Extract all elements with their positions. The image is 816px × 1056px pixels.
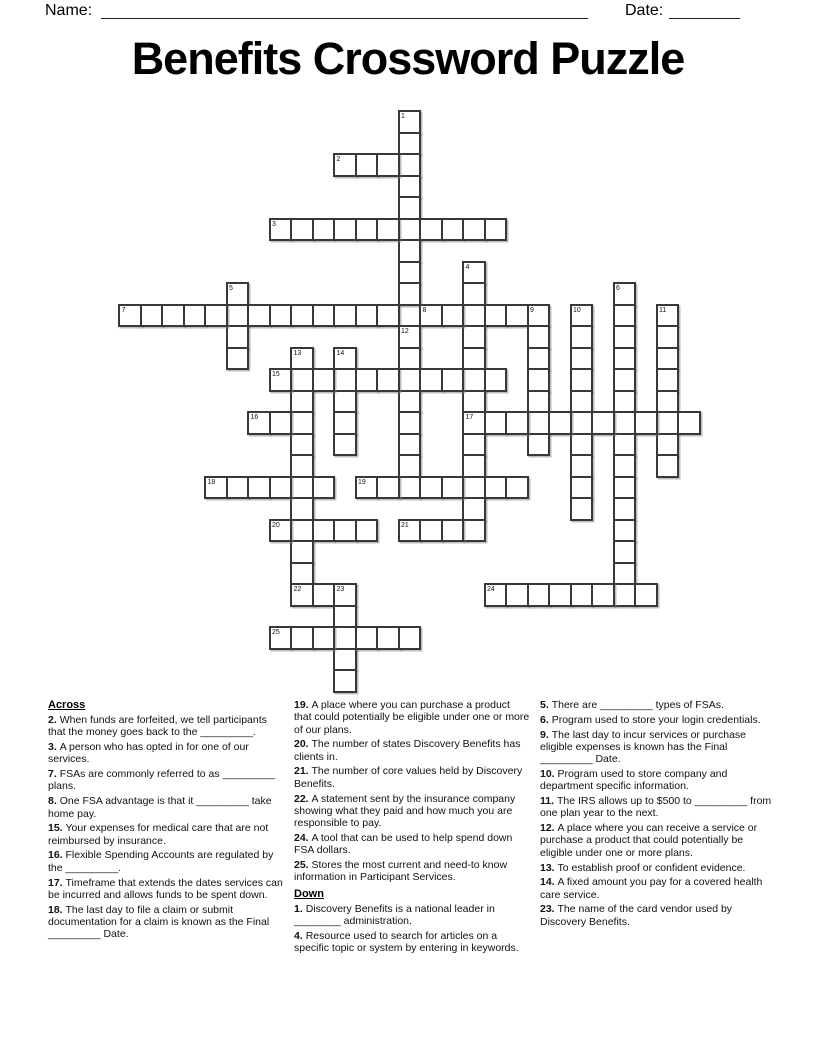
clue-number: 14. xyxy=(540,876,558,889)
crossword-cell[interactable] xyxy=(570,411,594,435)
crossword-cell[interactable] xyxy=(355,626,379,650)
crossword-cell[interactable] xyxy=(462,390,486,414)
crossword-cell[interactable] xyxy=(333,347,357,371)
clue-number: 24. xyxy=(294,831,312,844)
crossword-cell[interactable] xyxy=(613,476,637,500)
crossword-cell[interactable] xyxy=(312,476,336,500)
crossword-cell[interactable] xyxy=(419,519,443,543)
clue-number: 15. xyxy=(48,822,66,835)
clue-10-down xyxy=(540,768,776,793)
clue-8-across xyxy=(48,795,284,820)
crossword-cell[interactable] xyxy=(333,605,357,629)
crossword-cell[interactable] xyxy=(613,347,637,371)
crossword-cell[interactable] xyxy=(376,626,400,650)
crossword-cell[interactable] xyxy=(462,347,486,371)
crossword-cell[interactable] xyxy=(226,304,250,328)
crossword-cell[interactable] xyxy=(656,390,680,414)
crossword-cell[interactable] xyxy=(570,368,594,392)
crossword-cell[interactable] xyxy=(333,218,357,242)
crossword-cell[interactable] xyxy=(398,519,422,543)
clue-number: 3. xyxy=(48,741,60,754)
crossword-cell[interactable] xyxy=(656,347,680,371)
crossword-cell[interactable] xyxy=(290,540,314,564)
clue-number: 1. xyxy=(294,902,306,915)
cell-number: 16 xyxy=(250,414,259,421)
clue-4-down xyxy=(294,930,530,955)
clue-number: 8. xyxy=(48,795,60,808)
clue-number: 4. xyxy=(294,929,306,942)
crossword-cell[interactable] xyxy=(312,368,336,392)
clue-number: 6. xyxy=(540,713,552,726)
crossword-cell[interactable] xyxy=(226,325,250,349)
crossword-cell[interactable] xyxy=(290,562,314,586)
clue-text: There are _________ types of FSAs. xyxy=(551,699,724,711)
crossword-cell[interactable] xyxy=(613,583,637,607)
clue-text: Program used to store company and department specific information. xyxy=(540,767,728,793)
clue-15-across xyxy=(48,822,284,847)
crossword-cell[interactable] xyxy=(462,304,486,328)
crossword-cell[interactable] xyxy=(398,390,422,414)
crossword-cell[interactable] xyxy=(656,454,680,478)
clue-text: To establish proof or confident evidence. xyxy=(557,861,746,874)
crossword-cell[interactable] xyxy=(613,325,637,349)
clue-text: Your expenses for medical care that are not reimbursed by insurance. xyxy=(48,822,269,847)
clue-number: 2. xyxy=(48,714,60,726)
page-title: Benefits Crossword Puzzle xyxy=(131,33,685,84)
cell-number: 17 xyxy=(465,414,474,421)
crossword-cell[interactable] xyxy=(613,411,637,435)
clue-19-across xyxy=(294,699,530,736)
crossword-cell[interactable] xyxy=(441,218,465,242)
name-label: Name: xyxy=(45,2,93,19)
crossword-cell[interactable] xyxy=(419,304,443,328)
crossword-cell[interactable] xyxy=(462,519,486,543)
cell-number: 14 xyxy=(336,349,345,357)
clue-number: 10. xyxy=(540,767,558,780)
crossword-cell[interactable] xyxy=(570,476,594,500)
crossword-cell[interactable] xyxy=(398,433,422,457)
clue-number: 21. xyxy=(294,765,312,778)
crossword-cell[interactable] xyxy=(398,153,422,177)
crossword-cell[interactable] xyxy=(613,562,637,586)
crossword-cell[interactable] xyxy=(290,433,314,457)
crossword-cell[interactable] xyxy=(591,583,615,607)
crossword-cell[interactable] xyxy=(462,411,486,435)
crossword-cell[interactable] xyxy=(462,218,486,242)
crossword-cell[interactable] xyxy=(355,519,379,543)
crossword-cell[interactable] xyxy=(118,304,142,328)
crossword-cell[interactable] xyxy=(376,304,400,328)
crossword-cell[interactable] xyxy=(484,368,508,392)
crossword-cell[interactable] xyxy=(290,476,314,500)
clue-text: A place where you can purchase a product that could potentially be eligible under one or more of our plans. xyxy=(294,699,530,736)
cell-number: 20 xyxy=(272,521,280,529)
crossword-cell[interactable] xyxy=(634,583,658,607)
crossword-cell[interactable] xyxy=(355,304,379,328)
crossword-cell[interactable] xyxy=(398,218,422,242)
clue-5-down xyxy=(540,699,776,711)
crossword-cell[interactable] xyxy=(677,411,701,435)
clue-number: 7. xyxy=(48,768,60,781)
crossword-cell[interactable] xyxy=(613,304,637,328)
crossword-cell[interactable] xyxy=(247,476,271,500)
crossword-cell[interactable] xyxy=(613,454,637,478)
cell-number: 22 xyxy=(293,586,302,593)
crossword-cell[interactable] xyxy=(376,368,400,392)
clue-text: Resource used to search for articles on a specific topic or system by entering in keywords. xyxy=(294,929,519,955)
clue-number: 5. xyxy=(540,699,552,711)
clue-text: Flexible Spending Accounts are regulated by the _________. xyxy=(48,849,274,874)
crossword-cell[interactable] xyxy=(656,368,680,392)
crossword-cell[interactable] xyxy=(398,132,422,156)
crossword-cell[interactable] xyxy=(398,454,422,478)
crossword-cell[interactable] xyxy=(398,347,422,371)
cell-number: 5 xyxy=(229,285,233,292)
crossword-cell[interactable] xyxy=(462,433,486,457)
clue-text: The IRS allows up to $500 to _________ from one plan year to the next. xyxy=(540,795,772,820)
clue-text: A statement sent by the insurance company showing what they paid and how much you are responsible to pay. xyxy=(294,792,516,830)
crossword-cell[interactable] xyxy=(613,497,637,521)
crossword-cell[interactable] xyxy=(527,390,551,414)
crossword-cell[interactable] xyxy=(290,390,314,414)
cell-number: 18 xyxy=(207,478,216,486)
clue-text: A fixed amount you pay for a covered health care service. xyxy=(540,876,763,901)
clue-13-down xyxy=(540,862,776,874)
cell-number: 24 xyxy=(487,586,495,593)
crossword-cell[interactable] xyxy=(290,368,314,392)
crossword-cell[interactable] xyxy=(570,347,594,371)
cell-number: 6 xyxy=(616,285,620,292)
crossword-cell[interactable] xyxy=(462,261,486,285)
crossword-cell[interactable] xyxy=(290,454,314,478)
clue-number: 16. xyxy=(48,849,66,862)
crossword-cell[interactable] xyxy=(355,368,379,392)
crossword-cell[interactable] xyxy=(570,454,594,478)
crossword-cell[interactable] xyxy=(204,476,228,500)
crossword-cell[interactable] xyxy=(312,626,336,650)
crossword-cell[interactable] xyxy=(527,368,551,392)
crossword-cell[interactable] xyxy=(419,368,443,392)
crossword-cell[interactable] xyxy=(333,304,357,328)
crossword-cell[interactable] xyxy=(269,304,293,328)
crossword-cell[interactable] xyxy=(570,583,594,607)
crossword-cell[interactable] xyxy=(398,411,422,435)
crossword-cell[interactable] xyxy=(355,476,379,500)
crossword-cell[interactable] xyxy=(462,454,486,478)
crossword-cell[interactable] xyxy=(505,304,529,328)
clues-section xyxy=(48,699,776,957)
crossword-cell[interactable] xyxy=(247,304,271,328)
crossword-cell[interactable] xyxy=(290,626,314,650)
clue-text: Program used to store your login credentials. xyxy=(551,713,761,726)
clue-number: 13. xyxy=(540,861,558,874)
crossword-cell[interactable] xyxy=(570,433,594,457)
crossword-cell[interactable] xyxy=(656,433,680,457)
clue-9-down xyxy=(540,729,776,766)
cell-number: 21 xyxy=(401,521,409,529)
across-header: Across xyxy=(48,699,86,711)
crossword-cell[interactable] xyxy=(613,519,637,543)
crossword-cell[interactable] xyxy=(161,304,185,328)
crossword-cell[interactable] xyxy=(333,583,357,607)
clue-text: The name of the card vendor used by Discovery Benefits. xyxy=(540,903,733,928)
crossword-cell[interactable] xyxy=(505,411,529,435)
crossword-cell[interactable] xyxy=(183,304,207,328)
clue-text: When funds are forfeited, we tell participants that the money goes back to the _________. xyxy=(48,714,267,739)
crossword-cell[interactable] xyxy=(290,497,314,521)
crossword-cell[interactable] xyxy=(226,476,250,500)
date-label: Date: xyxy=(625,2,664,19)
crossword-cell[interactable] xyxy=(269,411,293,435)
clue-2-across xyxy=(48,714,284,739)
crossword-cell[interactable] xyxy=(333,519,357,543)
clue-number: 22. xyxy=(294,792,312,805)
crossword-cell[interactable] xyxy=(398,282,422,306)
clue-number: 25. xyxy=(294,859,312,872)
crossword-cell[interactable] xyxy=(312,304,336,328)
crossword-cell[interactable] xyxy=(570,325,594,349)
cell-number: 23 xyxy=(336,586,345,593)
crossword-cell[interactable] xyxy=(441,519,465,543)
crossword-cell[interactable] xyxy=(398,239,422,263)
clue-text: Discovery Benefits is a national leader in ________ administration. xyxy=(294,902,495,927)
cell-number: 8 xyxy=(422,306,427,314)
crossword-cell[interactable] xyxy=(398,368,422,392)
crossword-cell[interactable] xyxy=(398,196,422,220)
crossword-cell[interactable] xyxy=(269,519,293,543)
crossword-cell[interactable] xyxy=(656,411,680,435)
crossword-cell[interactable] xyxy=(398,261,422,285)
crossword-cell[interactable] xyxy=(527,325,551,349)
crossword-cell[interactable] xyxy=(247,411,271,435)
crossword-cell[interactable] xyxy=(269,368,293,392)
crossword-cell[interactable] xyxy=(570,390,594,414)
crossword-cell[interactable] xyxy=(656,325,680,349)
clue-23-down xyxy=(540,903,776,928)
crossword-cell[interactable] xyxy=(376,153,400,177)
crossword-cell[interactable] xyxy=(398,476,422,500)
clue-17-across xyxy=(48,877,284,902)
crossword-cell[interactable] xyxy=(419,476,443,500)
crossword-cell[interactable] xyxy=(591,411,615,435)
crossword-cell[interactable] xyxy=(613,368,637,392)
clue-number: 11. xyxy=(540,795,557,808)
cell-number: 9 xyxy=(530,306,534,314)
crossword-cell[interactable] xyxy=(290,304,314,328)
crossword-cell[interactable] xyxy=(398,110,422,134)
clue-number: 19. xyxy=(294,699,312,711)
crossword-cell[interactable] xyxy=(441,304,465,328)
cell-number: 25 xyxy=(272,629,280,636)
clue-text: A place where you can receive a service or purchase a product that could potentially be eligible under one or more plans. xyxy=(540,822,758,859)
clue-20-across xyxy=(294,738,530,763)
cell-number: 19 xyxy=(358,478,366,486)
clue-text: The last day to incur services or purchase eligible expenses is known has the Final _________ Date. xyxy=(540,728,747,766)
clue-12-down xyxy=(540,822,776,859)
crossword-cell[interactable] xyxy=(548,583,572,607)
crossword-cell[interactable] xyxy=(570,497,594,521)
crossword-cell[interactable] xyxy=(548,411,572,435)
clue-24-across xyxy=(294,832,530,857)
crossword-cell[interactable] xyxy=(290,347,314,371)
crossword-cell[interactable] xyxy=(269,218,293,242)
crossword-cell[interactable] xyxy=(462,325,486,349)
crossword-cell[interactable] xyxy=(441,476,465,500)
cell-number: 4 xyxy=(465,263,470,271)
crossword-cell[interactable] xyxy=(376,218,400,242)
crossword-cell[interactable] xyxy=(333,153,357,177)
crossword-cell[interactable] xyxy=(527,583,551,607)
crossword-cell[interactable] xyxy=(355,153,379,177)
crossword-cell[interactable] xyxy=(290,583,314,607)
crossword-cell[interactable] xyxy=(634,411,658,435)
crossword-cell[interactable] xyxy=(462,368,486,392)
crossword-cell[interactable] xyxy=(269,626,293,650)
crossword-cell[interactable] xyxy=(312,583,336,607)
clue-6-down xyxy=(540,714,776,726)
crossword-cell[interactable] xyxy=(656,304,680,328)
crossword-cell[interactable] xyxy=(613,433,637,457)
clue-16-across xyxy=(48,849,284,874)
clue-14-down xyxy=(540,876,776,901)
crossword-cell[interactable] xyxy=(333,390,357,414)
clue-text: A person who has opted in for one of our services. xyxy=(48,741,249,766)
cell-number: 2 xyxy=(336,156,341,163)
clue-7-across xyxy=(48,768,284,793)
crossword-cell[interactable] xyxy=(484,411,508,435)
crossword-cell[interactable] xyxy=(333,411,357,435)
clue-number: 20. xyxy=(294,738,312,751)
crossword-cell[interactable] xyxy=(333,626,357,650)
cell-number: 3 xyxy=(272,220,276,228)
crossword-cell[interactable] xyxy=(333,669,357,693)
clue-text: A tool that can be used to help spend down FSA dollars. xyxy=(294,831,513,857)
clue-11-down xyxy=(540,795,776,820)
clue-text: The last day to file a claim or submit documentation for a claim is known as the Final _________ Date. xyxy=(48,903,270,941)
cell-number: 1 xyxy=(401,113,405,120)
cell-number: 10 xyxy=(573,306,581,314)
cell-number: 15 xyxy=(272,371,280,378)
clue-text: Stores the most current and need-to know information in Participant Services. xyxy=(294,859,508,884)
crossword-cell[interactable] xyxy=(570,304,594,328)
crossword-cell[interactable] xyxy=(441,368,465,392)
crossword-cell[interactable] xyxy=(312,218,336,242)
crossword-cell[interactable] xyxy=(312,519,336,543)
clue-21-across xyxy=(294,765,530,790)
clue-3-across xyxy=(48,741,284,766)
crossword-cell[interactable] xyxy=(484,218,508,242)
clue-18-across xyxy=(48,904,284,941)
crossword-cell[interactable] xyxy=(462,476,486,500)
crossword-cell[interactable] xyxy=(226,347,250,371)
clues-column-3 xyxy=(540,699,776,957)
cell-number: 7 xyxy=(121,306,126,314)
crossword-cell[interactable] xyxy=(527,347,551,371)
crossword-cell[interactable] xyxy=(527,304,551,328)
crossword-cell[interactable] xyxy=(484,304,508,328)
crossword-cell[interactable] xyxy=(505,583,529,607)
crossword-cell[interactable] xyxy=(290,519,314,543)
crossword-cell[interactable] xyxy=(419,218,443,242)
clue-text: The number of states Discovery Benefits has clients in. xyxy=(294,738,521,763)
crossword-cell[interactable] xyxy=(355,218,379,242)
crossword-cell[interactable] xyxy=(484,583,508,607)
crossword-cell[interactable] xyxy=(204,304,228,328)
crossword-cell[interactable] xyxy=(462,282,486,306)
down-header: Down xyxy=(294,887,324,900)
cell-number: 13 xyxy=(293,349,302,357)
crossword-cell[interactable] xyxy=(140,304,164,328)
clue-text: Timeframe that extends the dates services can be incurred and allows funds to be spent down. xyxy=(48,876,283,901)
clue-text: The number of core values held by Discovery Benefits. xyxy=(294,765,523,790)
crossword-cell[interactable] xyxy=(333,648,357,672)
crossword-cell[interactable] xyxy=(398,325,422,349)
crossword-cell[interactable] xyxy=(613,282,637,306)
crossword-cell[interactable] xyxy=(484,476,508,500)
crossword-cell[interactable] xyxy=(398,175,422,199)
crossword-cell[interactable] xyxy=(527,411,551,435)
crossword-cell[interactable] xyxy=(376,476,400,500)
crossword-cell[interactable] xyxy=(333,433,357,457)
crossword-cell[interactable] xyxy=(333,368,357,392)
crossword-cell[interactable] xyxy=(613,390,637,414)
clues-column-2 xyxy=(294,699,530,957)
cell-number: 12 xyxy=(401,328,409,335)
clue-number: 17. xyxy=(48,876,66,889)
crossword-cell[interactable] xyxy=(269,476,293,500)
clue-number: 18. xyxy=(48,903,66,916)
crossword-cell[interactable] xyxy=(398,626,422,650)
clue-1-down xyxy=(294,903,530,928)
crossword-cell[interactable] xyxy=(613,540,637,564)
cell-number: 11 xyxy=(659,306,667,314)
crossword-cell[interactable] xyxy=(505,476,529,500)
clues-column-1 xyxy=(48,699,284,957)
clue-text: FSAs are commonly referred to as _________ plans. xyxy=(48,768,276,793)
clue-22-across xyxy=(294,793,530,830)
crossword-cell[interactable] xyxy=(290,218,314,242)
crossword-cell[interactable] xyxy=(226,282,250,306)
crossword-cell[interactable] xyxy=(462,497,486,521)
crossword-cell[interactable] xyxy=(290,411,314,435)
clue-text: One FSA advantage is that it _________ take home pay. xyxy=(48,795,272,820)
clue-25-across xyxy=(294,859,530,884)
clue-number: 12. xyxy=(540,822,558,835)
crossword-cell[interactable] xyxy=(527,433,551,457)
clue-number: 9. xyxy=(540,728,552,741)
clue-number: 23. xyxy=(540,903,558,916)
